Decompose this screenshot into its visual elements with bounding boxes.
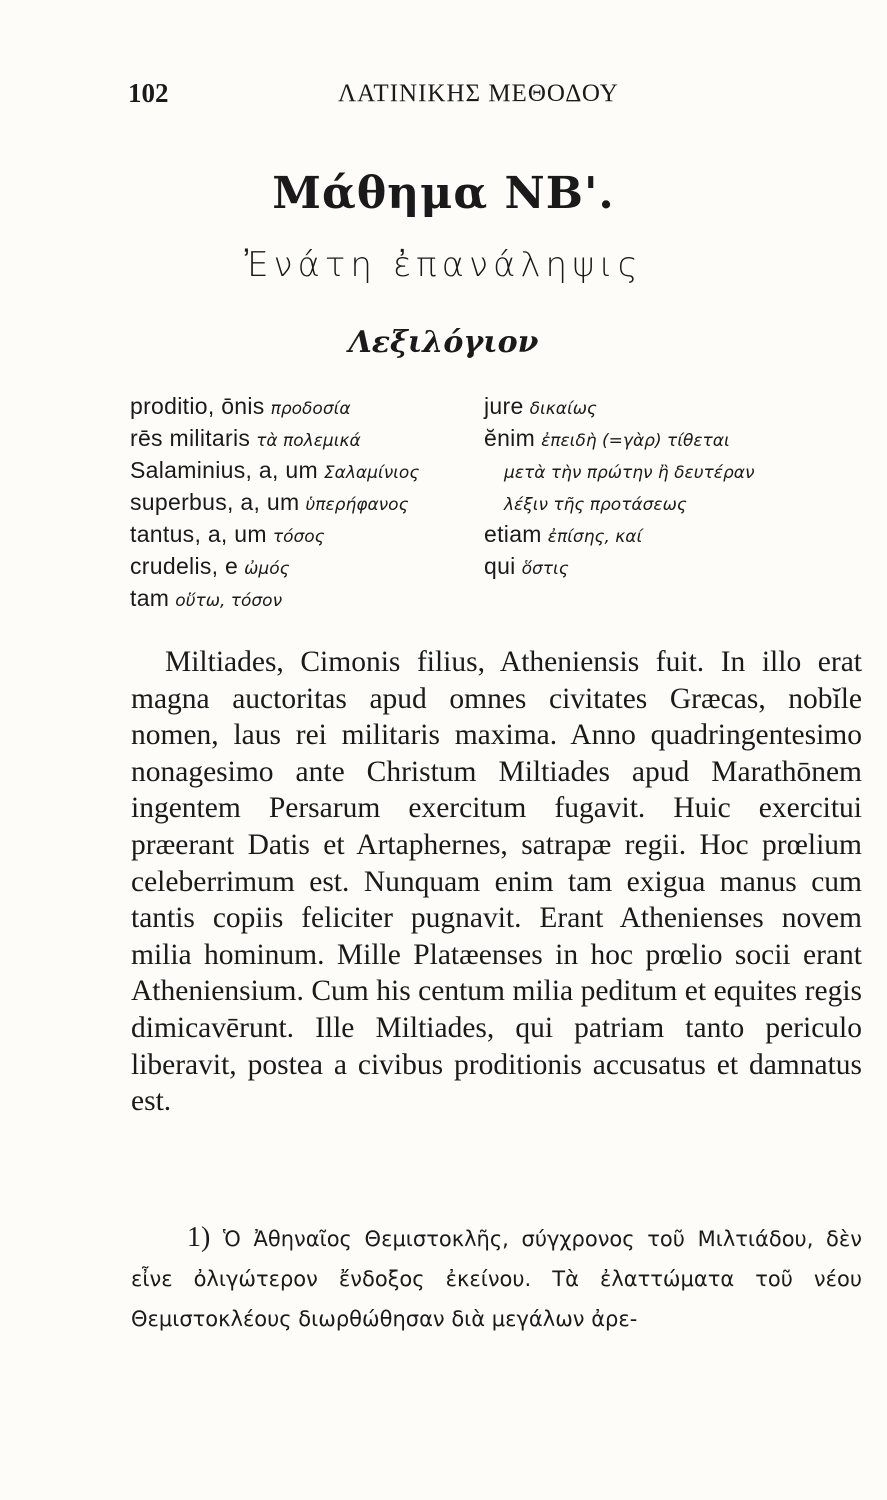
vocab-greek: τόσος	[272, 527, 325, 547]
vocab-greek: μετὰ τὴν πρώτην ἢ δευτέραν	[504, 463, 755, 483]
vocab-latin: jure	[484, 393, 524, 419]
vocab-greek: δικαίως	[529, 399, 597, 419]
vocab-entry	[130, 582, 480, 614]
vocabulary-heading: Λεξιλόγιον	[348, 325, 539, 360]
vocab-latin: etiam	[484, 521, 542, 547]
vocab-entry	[130, 390, 480, 422]
vocab-entry	[130, 422, 480, 454]
vocab-greek: λέξιν τῆς προτάσεως	[504, 495, 687, 515]
vocab-latin: superbus, a, um	[130, 489, 300, 515]
vocabulary-left-column	[130, 390, 480, 614]
vocab-greek: ὠμός	[244, 559, 290, 579]
vocab-latin: tam	[130, 585, 170, 611]
vocab-greek: ὅστις	[521, 559, 569, 579]
vocab-entry	[484, 550, 884, 582]
vocab-entry	[484, 390, 884, 422]
exercise-number: 1)	[187, 1222, 211, 1253]
running-title: ΛΑΤΙΝΙΚΗΣ ΜΕΘΟΔΟΥ	[338, 80, 619, 107]
page-number: 102	[128, 78, 169, 108]
vocab-entry	[484, 486, 884, 518]
vocab-greek: Σαλαμίνιος	[323, 463, 420, 483]
running-head	[128, 78, 718, 118]
vocab-greek: ἐπίσης, καί	[547, 527, 643, 547]
lesson-subtitle: Ἐνάτη ἐπανάληψις	[244, 245, 643, 285]
vocab-latin: Salaminius, a, um	[130, 457, 318, 483]
vocab-greek: ἐπειδὴ (=γὰρ) τίθεται	[541, 431, 730, 451]
vocab-latin: crudelis, e	[130, 553, 239, 579]
vocab-greek: προδοσία	[270, 399, 351, 419]
vocab-latin: tantus, a, um	[130, 521, 267, 547]
exercise-text: Ὁ Ἀθηναῖος Θεμιστοκλῆς, σύγχρονος τοῦ Μιλτιάδου, δὲν εἶνε ὀλιγώτερον ἔνδοξος ἐκείνου. Τὰ ἐλαττώματα τοῦ νέου Θεμιστοκλέους διωρθώθησαν διὰ μεγάλων ἀρε-	[131, 1227, 862, 1331]
vocab-latin: qui	[484, 553, 516, 579]
vocab-greek: οὕτω, τόσον	[175, 591, 283, 611]
lesson-title: Μάθημα ΝΒ'.	[272, 168, 615, 219]
vocab-entry	[130, 518, 480, 550]
vocab-latin: ĕnim	[484, 425, 536, 451]
vocab-greek: ὑπερήφανος	[305, 495, 409, 515]
vocab-entry	[130, 486, 480, 518]
vocab-entry	[130, 454, 480, 486]
vocab-latin: proditio, ōnis	[130, 393, 265, 419]
vocab-entry	[130, 550, 480, 582]
vocab-greek: τὰ πολεμικά	[256, 431, 361, 451]
vocabulary-right-column	[484, 390, 884, 582]
vocab-latin: rēs militaris	[130, 425, 251, 451]
vocab-entry	[484, 422, 884, 454]
vocab-entry	[484, 518, 884, 550]
translation-exercise	[131, 1218, 862, 1339]
latin-reading-passage: Miltiades, Cimonis filius, Atheniensis fuit. In illo erat magna auctoritas apud omnes civitates Græcas, nobĭle nomen, laus rei militaris maxima. Anno quadringentesimo nonagesimo ante Christum Miltiades apud Marathōnem ingentem Persarum exercitum fugavit. Huic exercitui præerant Datis et Artaphernes, satrapæ regii. Hoc prœlium celeberrimum est. Nunquam enim tam exigua manus cum tantis copiis feliciter pugnavit. Erant Athenienses novem milia hominum. Mille Platæenses in hoc prœlio socii erant Atheniensium. Cum his centum milia peditum et equites regis dimicavērunt. Ille Miltiades, qui patriam tanto periculo liberavit, postea a civibus proditionis accusatus et damnatus est.	[131, 646, 862, 1118]
vocab-entry	[484, 454, 884, 486]
